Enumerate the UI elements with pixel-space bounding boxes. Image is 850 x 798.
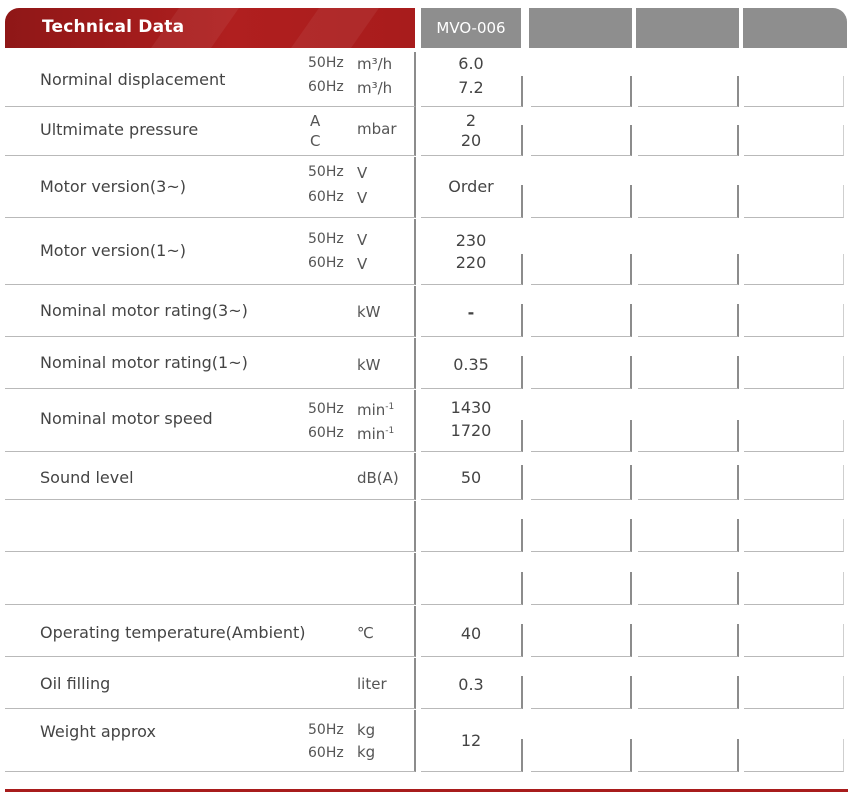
table-row-displacement [0,52,850,107]
table-row-rating-1ph [0,338,850,390]
unit: liter [357,675,387,693]
unit: kW [357,303,381,321]
table-row-sound-level [0,453,850,501]
unit: dB(A) [357,469,399,487]
table-row-motor-version-1ph [0,219,850,286]
frequency-60hz: 60Hz [308,79,344,95]
row-label: Norminal displacement [40,70,226,89]
row-label: Nominal motor rating(3~) [40,301,248,320]
unit: V [357,231,368,249]
unit: V [357,164,368,182]
unit: ℃ [357,624,374,642]
frequency-60hz: 60Hz [308,745,344,761]
table-row-blank [0,553,850,606]
unit: V [357,255,368,273]
frequency-50hz: 50Hz [308,231,344,247]
unit: kg [357,743,376,761]
row-label: Motor version(3~) [40,177,186,196]
frequency-60hz: 60Hz [308,255,344,271]
value-60hz: 7.2 [458,78,484,97]
table-row-motor-speed [0,390,850,453]
table-row-pressure [0,107,850,157]
value: 50 [460,468,482,487]
row-label: Nominal motor speed [40,409,213,428]
table-row-rating-3ph [0,286,850,338]
table-row-blank [0,501,850,553]
unit: $\min^{-1}$ [357,425,395,443]
value: Order [448,177,494,196]
unit: $\min^{-1}$ [357,401,395,419]
value-c: 20 [460,131,482,150]
frequency-50hz: 50Hz [308,55,344,71]
row-label: Ultmimate pressure [40,120,199,139]
unit: kg [357,721,376,739]
row-label: Operating temperature(Ambient) [40,623,306,642]
table-row-motor-version-3ph [0,157,850,219]
pressure-mode-a: A [310,112,321,130]
frequency-50hz: 50Hz [308,164,344,180]
table-row-weight [0,710,850,773]
row-label: Motor version(1~) [40,241,186,260]
empty-column-header-2 [529,8,632,48]
value-50hz: 230 [455,231,487,250]
footer-divider [5,789,848,792]
unit: m³/h [357,79,393,97]
row-label: Nominal motor rating(1~) [40,353,248,372]
table-row-operating-temperature [0,606,850,658]
empty-column-header-4 [743,8,847,48]
pressure-mode-c: C [310,132,321,150]
frequency-60hz: 60Hz [308,189,344,205]
row-label: Weight approx [40,722,156,741]
table-title-header [5,8,415,48]
frequency-50hz: 50Hz [308,722,344,738]
unit: m³/h [357,55,393,73]
table-title: Technical Data [42,17,185,37]
value-50hz: 1430 [450,398,492,417]
frequency-50hz: 50Hz [308,401,344,417]
value: 12 [460,731,482,750]
value-60hz: 1720 [450,421,492,440]
model-column-header [421,8,521,48]
value: - [467,303,475,322]
model-name: MVO-006 [436,19,506,37]
empty-column-header-3 [636,8,739,48]
row-label: Sound level [40,468,134,487]
value: 0.35 [453,355,489,374]
row-label: Oil filling [40,674,111,693]
unit: mbar [357,120,397,138]
value: 40 [460,624,482,643]
value-60hz: 220 [455,253,487,272]
value-a: 2 [465,111,477,130]
unit: kW [357,356,381,374]
value-50hz: 6.0 [458,54,484,73]
unit: V [357,189,368,207]
table-row-oil-filling [0,658,850,710]
value: 0.3 [458,675,484,694]
frequency-60hz: 60Hz [308,425,344,441]
